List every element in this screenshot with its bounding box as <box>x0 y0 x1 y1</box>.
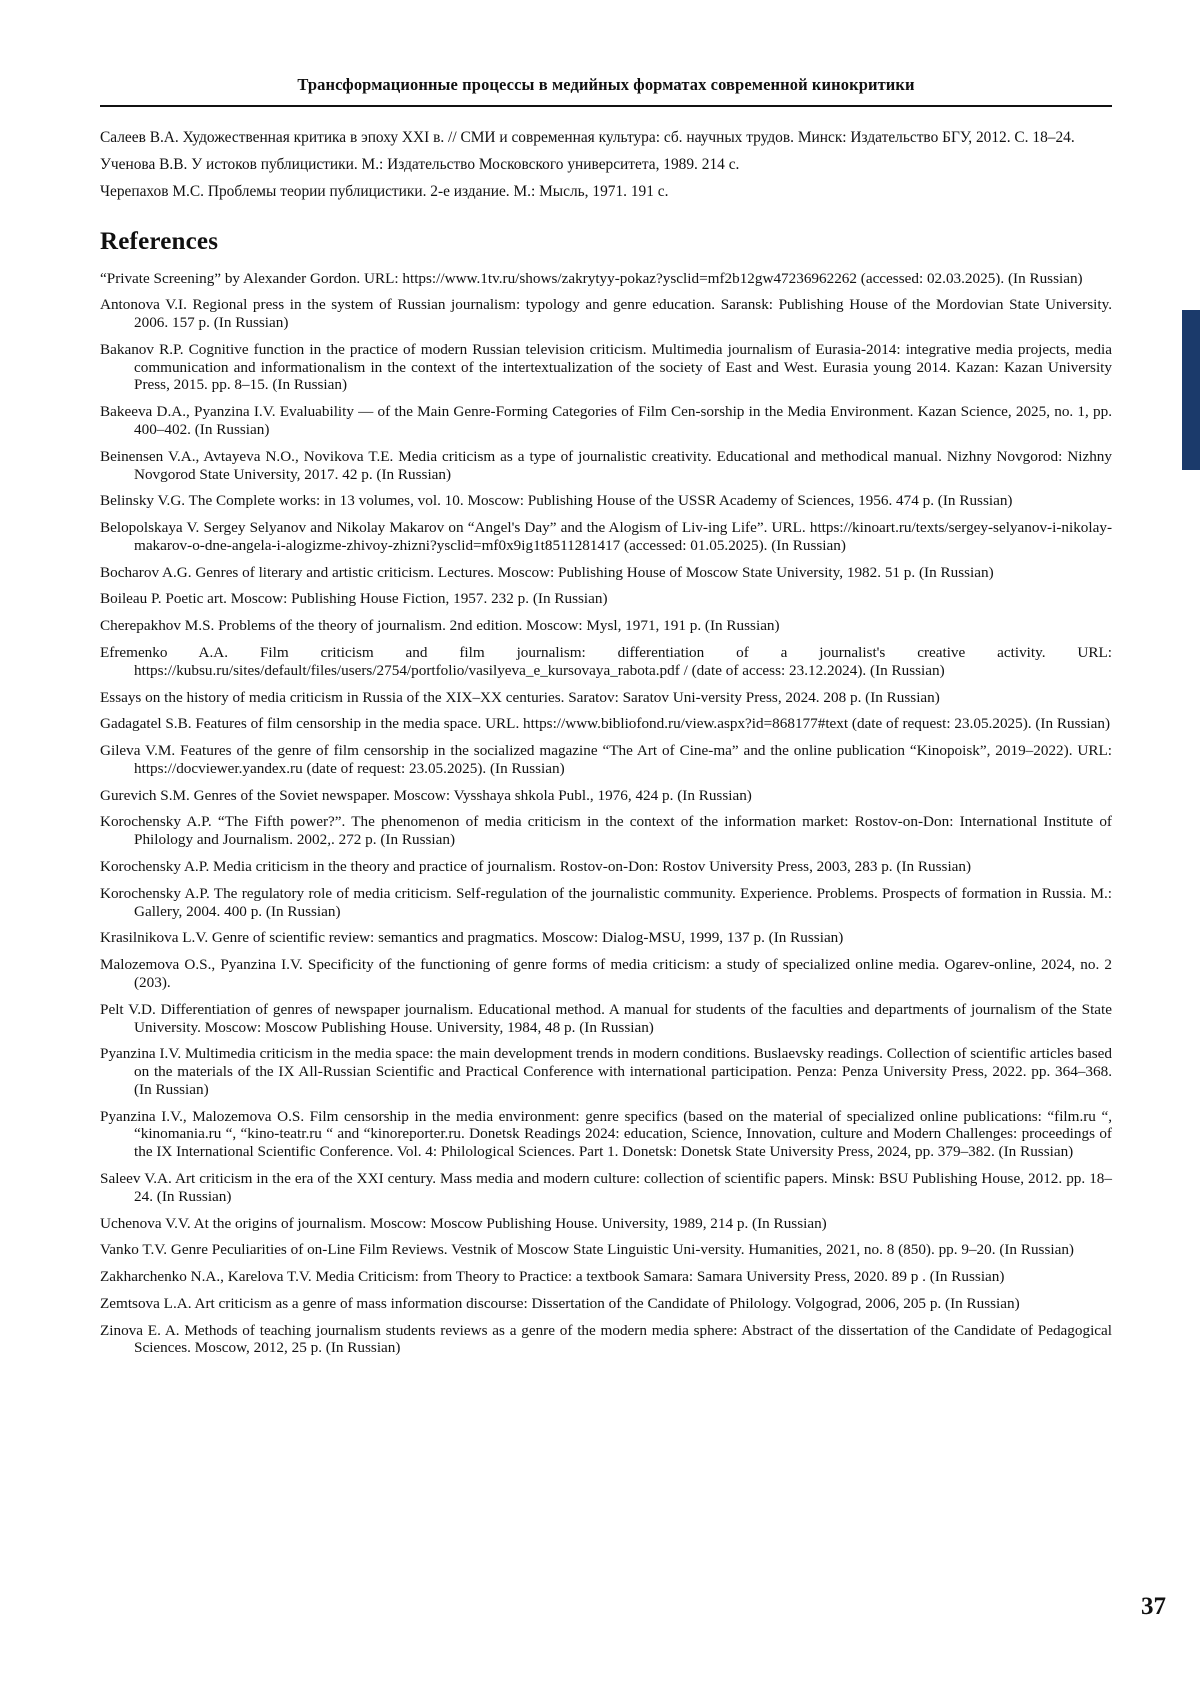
reference-item: Uchenova V.V. At the origins of journalism. Moscow: Moscow Publishing House. University, 1989, 214 p. (In Russian) <box>100 1214 827 1232</box>
reference-item: Efremenko A.A. Film criticism and film journalism: differentiation of a journalist's creative activity. URL: https://kubsu.ru/sites/default/files/users/2754/portfolio/vasilyeva_e_kursovaya_rabota.pdf / (date of access: 23.12.2024). (In Russian) <box>100 644 1112 679</box>
references-english-list <box>100 270 1112 1358</box>
reference-item: Boileau P. Poetic art. Moscow: Publishing House Fiction, 1957. 232 p. (In Russian) <box>100 590 608 608</box>
reference-item: Pyanzina I.V., Malozemova O.S. Film censorship in the media environment: genre specifics (based on the material of specialized online publications: “film.ru “, “kinomania.ru “, “kino-teatr.ru “ and “kinoreporter.ru. Donetsk Readings 2024: education, Science, Innovation, culture and Modern Challenges: proceedings of the IX International Scientific Conference. Vol. 4: Philological Sciences. Part 1. Donetsk: Donetsk State University Press, 2024, pp. 379–382. (In Russian) <box>100 1107 1112 1161</box>
reference-item: Korochensky A.P. The regulatory role of media criticism. Self-regulation of the journalistic community. Experience. Problems. Prospects of formation in Russia. M.: Gallery, 2004. 400 p. (In Russian) <box>100 884 1112 920</box>
reference-item: Cherepakhov M.S. Problems of the theory of journalism. 2nd edition. Moscow: Mysl, 1971, 191 p. (In Russian) <box>100 617 780 635</box>
reference-item: Bocharov A.G. Genres of literary and artistic criticism. Lectures. Moscow: Publishing House of Moscow State University, 1982. 51 p. (In Russian) <box>100 563 994 581</box>
reference-item: Belopolskaya V. Sergey Selyanov and Nikolay Makarov on “Angel's Day” and the Alogism of Liv-ing Life”. URL. https://kinoart.ru/texts/sergey-selyanov-i-nikolay-makarov-o-dne-angela-i-alogizme-zhivoy-zhizni?ysclid=mf0x9ig1t8511281417 (accessed: 01.05.2025). (In Russian) <box>100 519 1112 554</box>
reference-item: Bakanov R.P. Cognitive function in the practice of modern Russian television criticism. Multimedia journalism of Eurasia-2014: integrative media projects, media communication and informationalism in the context of the intertextualization of the society of East and West. Eurasia young 2014. Kazan: Kazan University Press, 2015. pp. 8–15. (In Russian) <box>100 340 1112 394</box>
reference-item: Салеев В.А. Художественная критика в эпоху XXI в. // СМИ и современная культура: сб. научных трудов. Минск: Издательство БГУ, 2012. С. 18–24. <box>100 129 1075 146</box>
page-content <box>100 0 1112 1697</box>
reference-item: Pyanzina I.V. Multimedia criticism in the media space: the main development trends in modern conditions. Buslaevsky readings. Collection of scientific articles based on the materials of the IX All-Russian Scientific and Practical Conference with international participation. Penza: Penza University Press, 2022. pp. 364–368. (In Russian) <box>100 1045 1112 1098</box>
reference-item: Belinsky V.G. The Complete works: in 13 volumes, vol. 10. Moscow: Publishing House of the USSR Academy of Sciences, 1956. 474 p. (In Russian) <box>100 492 1013 510</box>
reference-item: Bakeeva D.A., Pyanzina I.V. Evaluability — of the Main Genre-Forming Categories of Film Cen-sorship in the Media Environment. Kazan Science, 2025, no. 1, pp. 400–402. (In Russian) <box>100 403 1112 438</box>
references-russian-list <box>100 129 1112 202</box>
reference-item: Zinova E. A. Methods of teaching journalism students reviews as a genre of the modern media sphere: Abstract of the dissertation of the Candidate of Pedagogical Sciences. Moscow, 2012, 25 p. (In Russian) <box>100 1321 1112 1357</box>
reference-item: Beinensen V.A., Avtayeva N.O., Novikova T.E. Media criticism as a type of journalistic creativity. Educational and methodical manual. Nizhny Novgorod: Nizhny Novgorod State University, 2017. 42 p. (In Russian) <box>100 447 1112 483</box>
page-number: 37 <box>1141 1593 1166 1620</box>
reference-item: “Private Screening” by Alexander Gordon. URL: https://www.1tv.ru/shows/zakrytyy-pokaz?ysclid=mf2b12gw47236962262 (accessed: 02.03.2025). (In Russian) <box>100 269 1083 287</box>
reference-item: Malozemova O.S., Pyanzina I.V. Specificity of the functioning of genre forms of media criticism: a study of specialized online media. Ogarev-online, 2024, no. 2 (203). <box>100 956 1112 991</box>
reference-item: Zemtsova L.A. Art criticism as a genre of mass information discourse: Dissertation of the Candidate of Philology. Volgograd, 2006, 205 p. (In Russian) <box>100 1294 1020 1312</box>
reference-item: Antonova V.I. Regional press in the system of Russian journalism: typology and genre education. Saransk: Publishing House of the Mordovian State University. 2006. 157 p. (In Russian) <box>100 296 1112 332</box>
reference-item: Ученова В.В. У истоков публицистики. М.: Издательство Московского университета, 1989. 214 с. <box>100 156 740 174</box>
header-divider <box>100 105 1112 107</box>
reference-item: Krasilnikova L.V. Genre of scientific review: semantics and pragmatics. Moscow: Dialog-MSU, 1999, 137 p. (In Russian) <box>100 929 844 947</box>
reference-item: Korochensky A.P. Media criticism in the theory and practice of journalism. Rostov-on-Don: Rostov University Press, 2003, 283 p. (In Russian) <box>100 858 972 876</box>
running-head: Трансформационные процессы в медийных форматах современной кинокритики <box>297 75 915 94</box>
reference-item: Korochensky A.P. “The Fifth power?”. The phenomenon of media criticism in the context of the information market: Rostov-on-Don: International Institute of Philology and Journalism. 2002,. 272 p. (In Russian) <box>100 813 1112 849</box>
reference-item: Gadagatel S.B. Features of film censorship in the media space. URL. https://www.bibliofond.ru/view.aspx?id=868177#text (date of request: 23.05.2025). (In Russian) <box>100 715 1111 733</box>
reference-item: Pelt V.D. Differentiation of genres of newspaper journalism. Educational method. A manual for students of the faculties and departments of journalism of the State University. Moscow: Moscow Publishing House. University, 1984, 48 p. (In Russian) <box>100 1000 1112 1036</box>
reference-item: Gurevich S.M. Genres of the Soviet newspaper. Moscow: Vysshaya shkola Publ., 1976, 424 p. (In Russian) <box>100 786 752 804</box>
reference-item: Gileva V.M. Features of the genre of film censorship in the socialized magazine “The Art of Cine-ma” and the online publication “Kinopoisk”, 2019–2022). URL: https://docviewer.yandex.ru (date of request: 23.05.2025). (In Russian) <box>100 742 1112 777</box>
reference-item: Черепахов М.С. Проблемы теории публицистики. 2-е издание. М.: Мысль, 1971. 191 с. <box>100 183 669 201</box>
reference-item: Essays on the history of media criticism in Russia of the XIX–XX centuries. Saratov: Saratov Uni-versity Press, 2024. 208 p. (In Russian) <box>100 688 940 706</box>
reference-item: Vanko T.V. Genre Peculiarities of on-Line Film Reviews. Vestnik of Moscow State Linguistic Uni-versity. Humanities, 2021, no. 8 (850). pp. 9–20. (In Russian) <box>100 1241 1074 1259</box>
reference-item: Zakharchenko N.A., Karelova T.V. Media Criticism: from Theory to Practice: a textbook Samara: Samara University Press, 2020. 89 p . (In Russian) <box>100 1268 1005 1286</box>
page-edge-marker <box>1182 310 1200 470</box>
section-title-references: References <box>100 227 219 255</box>
reference-item: Saleev V.A. Art criticism in the era of the XXI century. Mass media and modern culture: collection of scientific papers. Minsk: BSU Publishing House, 2012. pp. 18–24. (In Russian) <box>100 1169 1112 1205</box>
